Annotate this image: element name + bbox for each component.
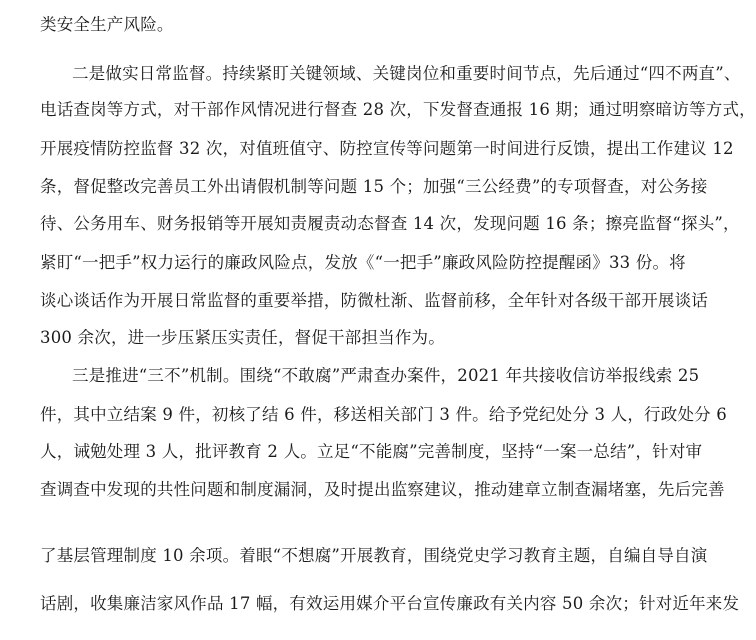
paragraph-line: 谈心谈话作为开展日常监督的重要举措，防微杜渐、监督前移，全年针对各级干部开展谈话 xyxy=(40,291,708,310)
paragraph-line: 三是推进“三不”机制。围绕“不敢腐”严肃查办案件，2021 年共接收信访举报线索 25 xyxy=(72,366,700,385)
paragraph-line: 待、公务用车、财务报销等开展知责履责动态督查 14 次，发现问题 16 条；擦亮监督“探头”， xyxy=(40,214,740,233)
paragraph-line: 紧盯“一把手”权力运行的廉政风险点，发放《“一把手”廉政风险防控提醒函》33 份。将 xyxy=(40,253,686,272)
paragraph-line: 查调查中发现的共性问题和制度漏洞，及时提出监察建议，推动建章立制查漏堵塞，先后完善 xyxy=(40,480,725,499)
paragraph-line: 条，督促整改完善员工外出请假机制等问题 15 个；加强“三公经费”的专项督查，对公务接 xyxy=(40,177,708,196)
paragraph-line: 电话查岗等方式，对干部作风情况进行督查 28 次，下发督查通报 16 期；通过明察暗访等方式， xyxy=(40,100,756,119)
paragraph-line: 人，诫勉处理 3 人，批评教育 2 人。立足“不能腐”完善制度，坚持“一案一总结”，针对审 xyxy=(40,442,703,461)
paragraph-line: 二是做实日常监督。持续紧盯关键领域、关键岗位和重要时间节点，先后通过“四不两直”、 xyxy=(72,64,741,83)
paragraph-line: 类安全生产风险。 xyxy=(40,15,174,34)
paragraph-line: 开展疫情防控监督 32 次，对值班值守、防控宣传等问题第一时间进行反馈，提出工作建议 12 xyxy=(40,139,734,158)
paragraph-line: 了基层管理制度 10 余项。着眼“不想腐”开展教育，围绕党史学习教育主题，自编自导自演 xyxy=(40,546,708,565)
paragraph-line: 话剧，收集廉洁家风作品 17 幅，有效运用媒介平台宣传廉政有关内容 50 余次；针对近年来发 xyxy=(40,594,740,613)
paragraph-line: 件，其中立结案 9 件，初核了结 6 件，移送相关部门 3 件。给予党纪处分 3 人，行政处分 6 xyxy=(40,405,727,424)
paragraph-line: 300 余次，进一步压紧压实责任，督促干部担当作为。 xyxy=(40,328,445,347)
